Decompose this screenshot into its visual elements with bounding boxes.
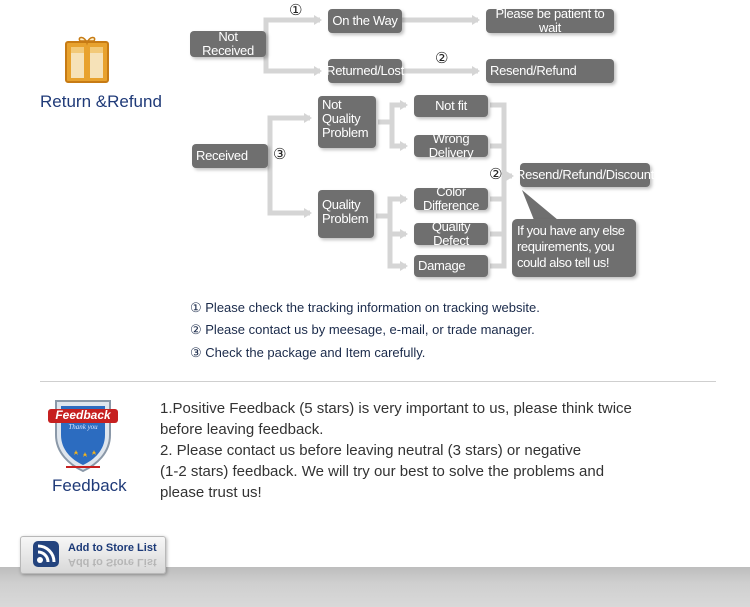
box-color-difference: Color Difference (414, 188, 488, 210)
section-divider (40, 381, 716, 382)
box-received: Received (192, 144, 268, 168)
box-not-fit: Not fit (414, 95, 488, 117)
box-resend-refund: Resend/Refund (486, 59, 614, 83)
return-refund-title: Return &Refund (40, 92, 162, 111)
marker-three: ③ (273, 145, 287, 163)
box-not-received: Not Received (190, 31, 266, 57)
box-damage: Damage (414, 255, 488, 277)
box-not-quality-problem: Not Quality Problem (318, 96, 376, 148)
marker-one: ① (289, 1, 303, 19)
note-contact: ② Please contact us by meesage, e-mail, or trade manager. (190, 322, 535, 337)
marker-two-right: ② (489, 165, 503, 183)
feedback-badge-subtext: Thank you (68, 423, 98, 431)
bubble-tail (518, 188, 568, 222)
feedback-line-3: 2. Please contact us before leaving neutral (3 stars) or negative (160, 442, 582, 459)
box-wrong-delivery: Wrong Delivery (414, 135, 488, 157)
flow-connectors (0, 0, 750, 300)
box-returned-lost: Returned/Lost (328, 59, 402, 83)
marker-two-top: ② (435, 49, 449, 67)
note-tracking: ① Please check the tracking information on tracking website. (190, 300, 540, 315)
gift-box-icon (63, 36, 111, 84)
requirements-bubble: If you have any else requirements, you could also tell us! (512, 219, 636, 277)
feedback-shield-icon (46, 395, 120, 475)
box-quality-defect: Quality Defect (414, 223, 488, 245)
add-to-store-list-label[interactable]: Add to Store List (68, 542, 157, 554)
box-quality-problem: Quality Problem (318, 190, 374, 238)
feedback-title: Feedback (52, 476, 127, 495)
box-on-the-way: On the Way (328, 9, 402, 33)
add-to-store-list-reflection: Add to Store List (68, 556, 157, 568)
note-check-package: ③ Check the package and Item carefully. (190, 345, 426, 360)
rss-feed-icon (32, 540, 60, 568)
feedback-line-5: please trust us! (160, 484, 262, 501)
feedback-line-4: (1-2 stars) feedback. We will try our best to solve the problems and (160, 463, 605, 480)
feedback-line-2: before leaving feedback. (160, 421, 324, 438)
feedback-line-1: 1.Positive Feedback (5 stars) is very important to us, please think twice (160, 400, 632, 417)
box-resend-refund-discount: Resend/Refund/Discount (520, 163, 650, 187)
feedback-badge-text: Feedback (55, 408, 111, 422)
box-please-wait: Please be patient to wait (486, 9, 614, 33)
